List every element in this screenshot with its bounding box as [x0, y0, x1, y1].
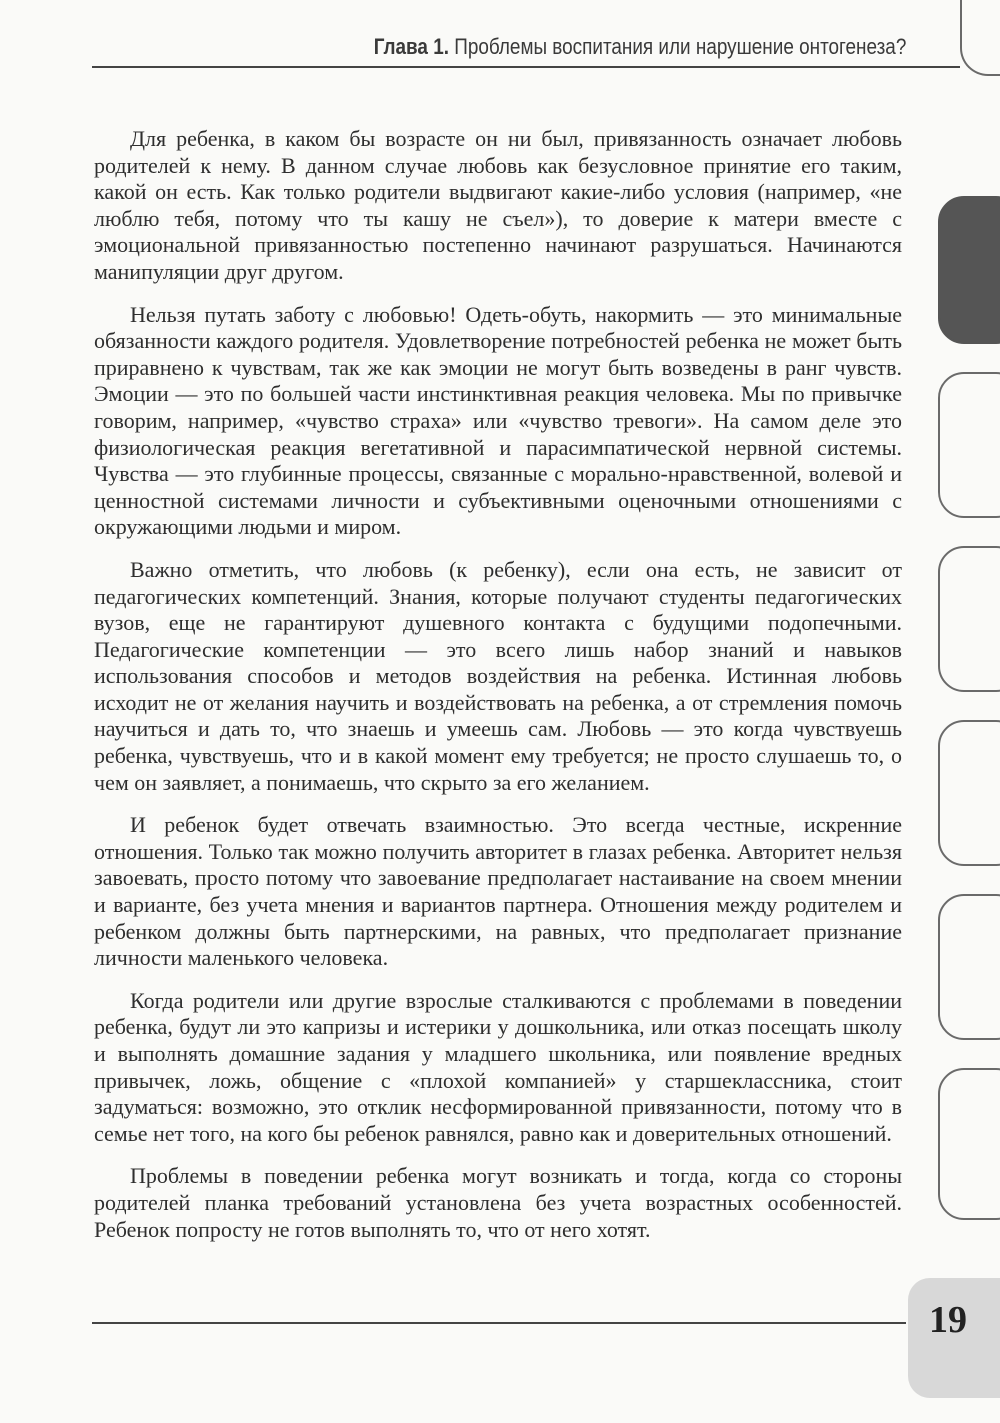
thumb-tab-active — [938, 196, 1000, 344]
thumb-tabs — [928, 0, 1000, 1423]
paragraph: Когда родители или другие взрослые сталкиваются с проблемами в поведении ребенка, будут ли это капризы и истерики у дошкольника, или отказ посещать школу и выполнять домашние задания у младшего школьника, или появление вредных привычек, ложь, общение с «плохой компанией» у старшеклассника, стоит задуматься: возможно, это отклик несформированной привязанности, потому что в семье нет того, на кого бы ребенок равнялся, равно как и доверительных отношений. — [94, 987, 902, 1146]
paragraph: Для ребенка, в каком бы возрасте он ни был, привязанность означает любовь родителей к нему. В данном случае любовь как безусловное принятие его таким, какой он есть. Как только родители выдвигают какие-либо условия (например, «не люблю тебя, потому что ты кашу не съел»), то доверие к матери вместе с эмоциональной привязанностью постепенно начинают разрушаться. Начинаются манипуляции друг другом. — [94, 126, 902, 284]
thumb-tab — [938, 720, 1000, 866]
body-text — [94, 126, 902, 1259]
thumb-tab — [938, 372, 1000, 518]
thumb-tab — [938, 1068, 1000, 1220]
tab-top — [960, 0, 1000, 76]
page-number: 19 — [929, 1299, 967, 1341]
thumb-tab — [938, 894, 1000, 1040]
paragraph: Проблемы в поведении ребенка могут возникать и тогда, когда со стороны родителей планка требований установлена без учета возрастных особенностей. Ребенок попросту не готов выполнять то, что от него хотят. — [94, 1163, 902, 1242]
paragraph: Нельзя путать заботу с любовью! Одеть-обуть, накормить — это минимальные обязанности каждого родителя. Удовлетворение потребностей ребенка не может быть приравнено к чувствам, так же как эмоции не могут быть возведены в ранг чувств. Эмоции — это по большей части инстинктивная реакция человека. Мы по привычке говорим, например, «чувство страха» или «чувство тревоги». На самом деле это физиологическая реакция вегетативной и парасимпатической нервной системы. Чувства — это глубинные процессы, связанные с морально-нравственной, волевой и ценностной системами личности и субъективными оценочными отношениями с окружающими людьми и миром. — [94, 301, 902, 540]
paragraph: Важно отметить, что любовь (к ребенку), если она есть, не зависит от педагогических компетенций. Знания, которые получают студенты педагогических вузов, еще не гарантируют душевного контакта с будущими подопечными. Педагогические компетенции — это всего лишь набор знаний и навыков использования способов и методов воздействия на ребенка. Истинная любовь исходит не от желания научить и воздействовать на ребенка, а от стремления помочь научиться и дать то, что знаешь и умеешь сам. Любовь — это когда чувствуешь ребенка, чувствуешь, что и в какой момент ему требуется; не просто слушаешь то, о чем он заявляет, а понимаешь, что скрыто за его желанием. — [94, 556, 902, 795]
thumb-tab — [938, 546, 1000, 692]
paragraph: И ребенок будет отвечать взаимностью. Это всегда честные, искренние отношения. Только так можно получить авторитет в глазах ребенка. Авторитет нельзя завоевать, просто потому что завоевание предполагает настаивание на своем мнении и варианте, без учета мнения и вариантов партнера. Отношения между родителем и ребенком должны быть партнерскими, на равных, что предполагает признание личности маленького человека. — [94, 812, 902, 971]
chapter-label: Глава 1. — [373, 34, 449, 59]
chapter-title: Проблемы воспитания или нарушение онтогенеза? — [453, 34, 906, 59]
footer-rule — [92, 1322, 906, 1324]
header-rule — [92, 66, 960, 68]
header-title — [373, 34, 906, 60]
